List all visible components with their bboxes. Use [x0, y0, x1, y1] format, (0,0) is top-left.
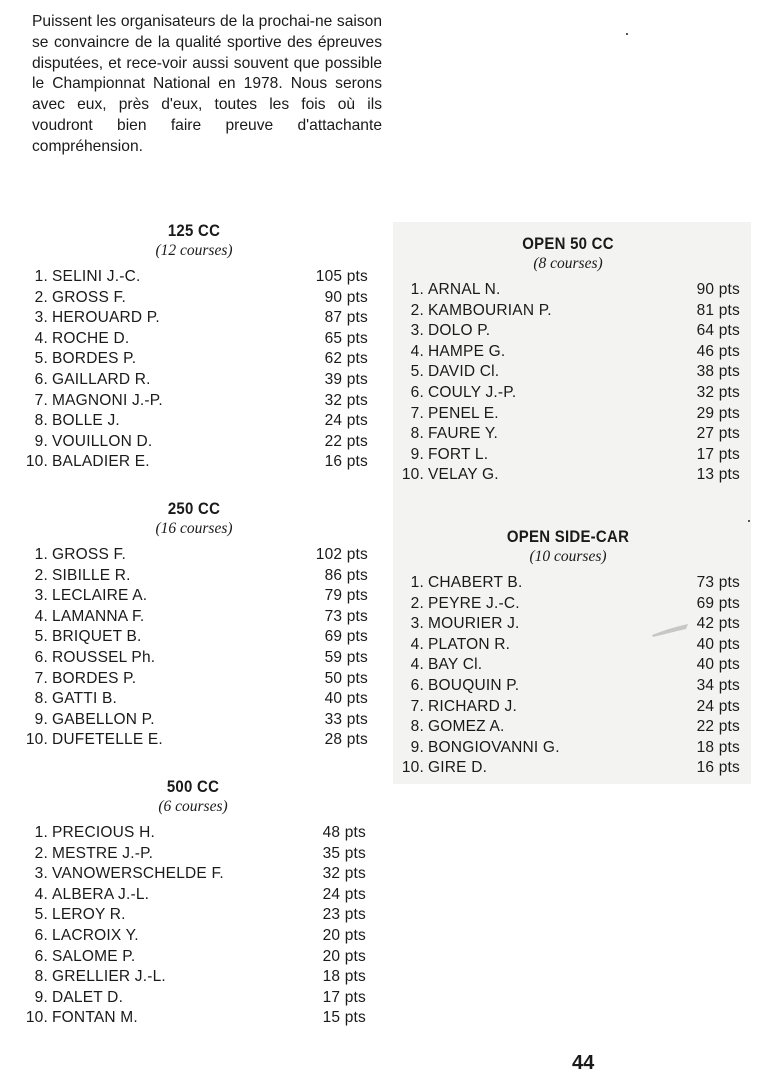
points-value: 102 pts	[315, 546, 368, 563]
result-row	[396, 280, 740, 301]
rider-name: ARNAL N.	[428, 281, 501, 298]
rank-number: 7.	[34, 391, 48, 409]
rider-name: MESTRE J.-P.	[52, 844, 154, 862]
result-row	[20, 432, 368, 453]
rank-number: 9.	[34, 710, 48, 728]
result-row	[20, 545, 368, 566]
section-500cc	[20, 777, 366, 1029]
results-list	[20, 267, 368, 473]
rank-number: 1.	[410, 574, 424, 591]
result-row	[396, 635, 740, 656]
result-row	[20, 607, 368, 628]
points-value: 28 pts	[324, 731, 368, 749]
rider-name: LACROIX Y.	[52, 926, 139, 944]
section-open-side-car	[396, 527, 740, 779]
section-title: 125 CC	[167, 221, 221, 240]
rider-name: BAY Cl.	[428, 656, 483, 674]
rank-number: 5.	[34, 350, 48, 368]
points-value: 65 pts	[324, 329, 368, 347]
points-value: 90 pts	[324, 288, 368, 306]
rider-name: BRIQUET B.	[52, 628, 142, 646]
rider-name: LAMANNA F.	[52, 607, 145, 625]
result-row	[396, 321, 740, 342]
rider-name: DUFETELLE E.	[52, 731, 163, 749]
rank-number: 4.	[410, 635, 424, 653]
rider-name: VELAY G.	[428, 466, 499, 484]
result-row	[20, 689, 368, 710]
points-value: 40 pts	[696, 635, 740, 653]
rank-number: 4.	[34, 329, 48, 347]
rank-number: 2.	[34, 288, 48, 306]
rank-number: 2.	[34, 844, 48, 862]
results-list	[396, 573, 740, 779]
points-value: 87 pts	[324, 309, 368, 327]
rank-number: 2.	[410, 594, 424, 612]
result-row	[20, 391, 368, 412]
points-value: 40 pts	[324, 690, 368, 708]
points-value: 17 pts	[322, 988, 366, 1006]
points-value: 48 pts	[322, 824, 366, 841]
rider-name: ROCHE D.	[52, 329, 130, 347]
points-value: 38 pts	[696, 363, 740, 381]
rank-number: 3.	[34, 309, 48, 327]
points-value: 18 pts	[696, 738, 740, 756]
points-value: 34 pts	[696, 676, 740, 694]
rider-name: ROUSSEL Ph.	[52, 648, 156, 666]
rider-name: COULY J.-P.	[428, 383, 517, 401]
points-value: 16 pts	[696, 759, 740, 777]
rank-number: 6.	[34, 926, 48, 944]
rider-name: FAURE Y.	[428, 425, 498, 443]
rider-name: FONTAN M.	[52, 1009, 138, 1027]
rider-name: VOUILLON D.	[52, 432, 153, 450]
section-title: OPEN 50 CC	[522, 234, 614, 253]
section-subtitle: (6 courses)	[158, 798, 228, 815]
page-number: 44	[572, 1052, 595, 1074]
rider-name: LECLAIRE A.	[52, 587, 148, 605]
points-value: 15 pts	[322, 1009, 366, 1027]
result-row	[396, 738, 740, 759]
result-row	[396, 342, 740, 363]
rider-name: MAGNONI J.-P.	[52, 391, 163, 409]
rank-number: 5.	[410, 363, 424, 381]
rank-number: 9.	[34, 432, 48, 450]
results-list	[20, 545, 368, 751]
rank-number: 3.	[410, 615, 424, 633]
rider-name: GROSS F.	[52, 288, 126, 306]
rank-number: 2.	[34, 566, 48, 584]
result-row	[20, 370, 368, 391]
result-row	[20, 669, 368, 690]
points-value: 17 pts	[696, 445, 740, 463]
result-row	[20, 947, 366, 968]
rider-name: CHABERT B.	[428, 574, 523, 591]
points-value: 86 pts	[324, 566, 368, 584]
result-row	[396, 465, 740, 486]
result-row	[20, 1008, 366, 1029]
rank-number: 8.	[410, 718, 424, 736]
result-row	[396, 362, 740, 383]
result-row	[20, 566, 368, 587]
rank-number: 2.	[410, 301, 424, 319]
section-125cc	[20, 221, 368, 473]
rank-number: 10.	[25, 453, 48, 471]
points-value: 24 pts	[324, 412, 368, 430]
result-row	[20, 926, 366, 947]
rank-number: 9.	[410, 445, 424, 463]
points-value: 13 pts	[696, 466, 740, 484]
rank-number: 1.	[34, 546, 48, 563]
result-row	[20, 452, 368, 473]
result-row	[20, 648, 368, 669]
points-value: 27 pts	[696, 425, 740, 443]
points-value: 35 pts	[322, 844, 366, 862]
rank-number: 3.	[410, 322, 424, 340]
rank-number: 4.	[410, 342, 424, 360]
result-row	[20, 308, 368, 329]
results-list	[20, 823, 366, 1029]
points-value: 69 pts	[324, 628, 368, 646]
rider-name: SALOME P.	[52, 947, 136, 965]
result-row	[396, 424, 740, 445]
rank-number: 10.	[401, 759, 424, 777]
rank-number: 5.	[34, 906, 48, 924]
rider-name: VANOWERSCHELDE F.	[52, 865, 224, 883]
rider-name: GAILLARD R.	[52, 370, 151, 388]
rank-number: 7.	[34, 669, 48, 687]
points-value: 90 pts	[696, 281, 740, 298]
points-value: 20 pts	[322, 926, 366, 944]
result-row	[20, 730, 368, 751]
rank-number: 1.	[34, 824, 48, 841]
rider-name: GIRE D.	[428, 759, 488, 777]
rider-name: PEYRE J.-C.	[428, 594, 520, 612]
rider-name: GOMEZ A.	[428, 718, 505, 736]
rider-name: GATTI B.	[52, 690, 118, 708]
rider-name: BONGIOVANNI G.	[428, 738, 560, 756]
rank-number: 3.	[34, 587, 48, 605]
print-speck	[626, 33, 628, 35]
section-title: OPEN SIDE-CAR	[506, 527, 630, 546]
points-value: 105 pts	[315, 268, 368, 285]
points-value: 24 pts	[322, 885, 366, 903]
points-value: 22 pts	[696, 718, 740, 736]
points-value: 42 pts	[696, 615, 740, 633]
result-row	[396, 697, 740, 718]
points-value: 23 pts	[322, 906, 366, 924]
rank-number: 8.	[410, 425, 424, 443]
rider-name: GABELLON P.	[52, 710, 155, 728]
rider-name: GROSS F.	[52, 546, 126, 563]
result-row	[20, 844, 366, 865]
rank-number: 8.	[34, 968, 48, 986]
points-value: 18 pts	[322, 968, 366, 986]
result-row	[396, 445, 740, 466]
rank-number: 8.	[34, 412, 48, 430]
result-row	[20, 885, 366, 906]
points-value: 46 pts	[696, 342, 740, 360]
rider-name: PENEL E.	[428, 404, 499, 422]
intro-paragraph: Puissent les organisateurs de la prochai-ne saison se convaincre de la qualité sportive des épreuves disputées, et rece-voir aussi souvent que possible le Championnat National en 1978. Nous serons avec eux, près d'eux, toutes les fois où ils voudront bien faire preuve d'attachante compréhension.	[32, 13, 382, 155]
points-value: 22 pts	[324, 432, 368, 450]
rank-number: 7.	[410, 697, 424, 715]
section-subtitle: (12 courses)	[155, 242, 233, 259]
rank-number: 9.	[410, 738, 424, 756]
result-row	[396, 404, 740, 425]
result-row	[396, 676, 740, 697]
result-row	[20, 905, 366, 926]
points-value: 79 pts	[324, 587, 368, 605]
rider-name: PLATON R.	[428, 635, 511, 653]
result-row	[20, 627, 368, 648]
result-row	[20, 988, 366, 1009]
rank-number: 8.	[34, 690, 48, 708]
rank-number: 5.	[34, 628, 48, 646]
rider-name: BOUQUIN P.	[428, 676, 520, 694]
points-value: 40 pts	[696, 656, 740, 674]
result-row	[20, 823, 366, 844]
rider-name: DOLO P.	[428, 322, 491, 340]
result-row	[396, 655, 740, 676]
section-250cc	[20, 499, 368, 751]
result-row	[20, 710, 368, 731]
rank-number: 1.	[34, 268, 48, 285]
result-row	[396, 614, 740, 635]
rider-name: HAMPE G.	[428, 342, 506, 360]
section-open-50cc	[396, 234, 740, 486]
rider-name: BORDES P.	[52, 669, 137, 687]
rider-name: FORT L.	[428, 445, 489, 463]
section-subtitle: (8 courses)	[533, 255, 603, 272]
rider-name: PRECIOUS H.	[52, 824, 155, 841]
points-value: 39 pts	[324, 370, 368, 388]
results-list	[396, 280, 740, 486]
points-value: 32 pts	[324, 391, 368, 409]
result-row	[20, 288, 368, 309]
rider-name: BALADIER E.	[52, 453, 150, 471]
rider-name: MOURIER J.	[428, 615, 520, 633]
rank-number: 6.	[410, 676, 424, 694]
result-row	[20, 967, 366, 988]
points-value: 64 pts	[696, 322, 740, 340]
rider-name: SIBILLE R.	[52, 566, 131, 584]
points-value: 32 pts	[696, 383, 740, 401]
rank-number: 6.	[34, 370, 48, 388]
points-value: 81 pts	[696, 301, 740, 319]
rank-number: 6.	[410, 383, 424, 401]
result-row	[396, 301, 740, 322]
rider-name: HEROUARD P.	[52, 309, 160, 327]
result-row	[396, 758, 740, 779]
result-row	[396, 383, 740, 404]
rank-number: 6.	[34, 947, 48, 965]
section-subtitle: (16 courses)	[155, 520, 233, 537]
rank-number: 4.	[410, 656, 424, 674]
points-value: 69 pts	[696, 594, 740, 612]
rider-name: SELINI J.-C.	[52, 268, 141, 285]
result-row	[396, 573, 740, 594]
result-row	[20, 411, 368, 432]
rank-number: 3.	[34, 865, 48, 883]
section-subtitle: (10 courses)	[529, 548, 607, 565]
rider-name: ALBERA J.-L.	[52, 885, 150, 903]
rank-number: 4.	[34, 607, 48, 625]
rank-number: 9.	[34, 988, 48, 1006]
points-value: 59 pts	[324, 648, 368, 666]
points-value: 20 pts	[322, 947, 366, 965]
section-title: 500 CC	[166, 777, 220, 796]
points-value: 24 pts	[696, 697, 740, 715]
result-row	[20, 864, 366, 885]
print-speck	[748, 520, 750, 522]
points-value: 29 pts	[696, 404, 740, 422]
rank-number: 1.	[410, 281, 424, 298]
rank-number: 4.	[34, 885, 48, 903]
rank-number: 10.	[25, 731, 48, 749]
result-row	[396, 594, 740, 615]
result-row	[20, 586, 368, 607]
rider-name: GRELLIER J.-L.	[52, 968, 166, 986]
rank-number: 10.	[25, 1009, 48, 1027]
rider-name: BORDES P.	[52, 350, 137, 368]
points-value: 73 pts	[696, 574, 740, 591]
points-value: 73 pts	[324, 607, 368, 625]
rider-name: BOLLE J.	[52, 412, 120, 430]
result-row	[396, 717, 740, 738]
rider-name: DAVID Cl.	[428, 363, 500, 381]
rank-number: 6.	[34, 648, 48, 666]
points-value: 32 pts	[322, 865, 366, 883]
points-value: 62 pts	[324, 350, 368, 368]
result-row	[20, 349, 368, 370]
result-row	[20, 267, 368, 288]
points-value: 16 pts	[324, 453, 368, 471]
points-value: 50 pts	[324, 669, 368, 687]
rider-name: LEROY R.	[52, 906, 126, 924]
rider-name: KAMBOURIAN P.	[428, 301, 552, 319]
rank-number: 7.	[410, 404, 424, 422]
section-title: 250 CC	[167, 499, 221, 518]
rider-name: RICHARD J.	[428, 697, 517, 715]
result-row	[20, 329, 368, 350]
rank-number: 10.	[401, 466, 424, 484]
points-value: 33 pts	[324, 710, 368, 728]
rider-name: DALET D.	[52, 988, 124, 1006]
